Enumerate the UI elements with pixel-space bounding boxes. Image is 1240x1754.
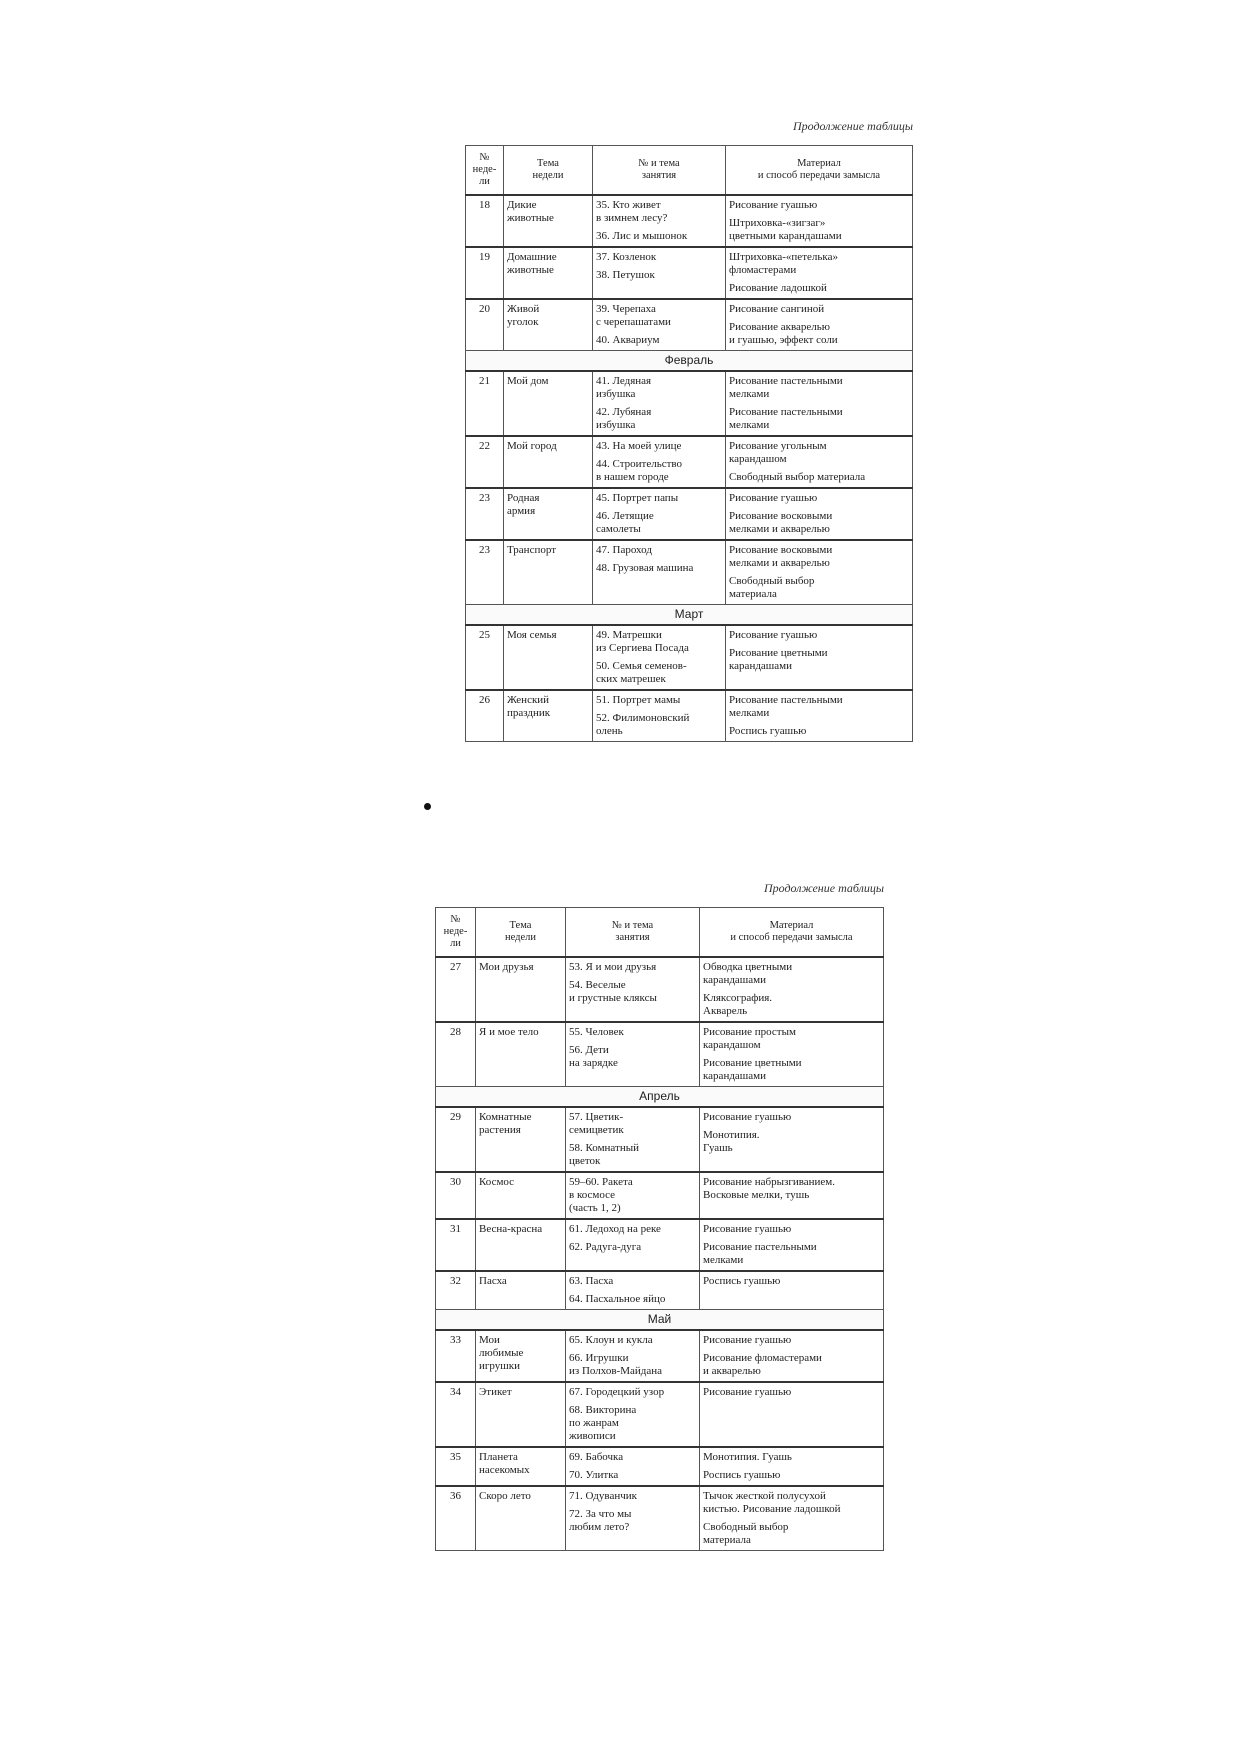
week-number: 23: [466, 488, 504, 540]
table-row: [466, 436, 913, 488]
week-theme: Моя семья: [504, 625, 593, 690]
lesson-item: 41. Ледяная избушка: [596, 375, 652, 400]
material-cell: [700, 957, 884, 1022]
material-item: Монотипия. Гуашь: [703, 1451, 792, 1463]
week-number: 34: [436, 1382, 476, 1447]
week-theme: Родная армия: [504, 488, 593, 540]
lesson-cell: [593, 690, 726, 742]
week-number: 31: [436, 1219, 476, 1271]
table-row: [436, 1022, 884, 1087]
material-cell: [700, 1219, 884, 1271]
lesson-item: 47. Пароход: [596, 544, 652, 556]
lesson-item: 37. Козленок: [596, 251, 657, 263]
lesson-item: 49. Матрешки из Сергиева Посада: [596, 629, 689, 654]
week-number: 32: [436, 1271, 476, 1310]
table-row: [436, 1447, 884, 1486]
lesson-cell: [566, 1330, 700, 1382]
lesson-item: 39. Черепаха с черепашатами: [596, 303, 671, 328]
month-row: [466, 351, 913, 372]
bullet-marker: [424, 803, 431, 810]
material-cell: [700, 1172, 884, 1219]
week-theme: Мои друзья: [476, 957, 566, 1022]
material-item: Рисование гуашью: [703, 1386, 792, 1398]
week-theme: Скоро лето: [476, 1486, 566, 1551]
month-label: Март: [466, 605, 913, 626]
table-row: [466, 690, 913, 742]
month-label: Апрель: [436, 1087, 884, 1108]
material-item: Роспись гуашью: [703, 1469, 781, 1481]
header-material: Материал и способ передачи замысла: [726, 146, 913, 196]
lesson-item: 35. Кто живет в зимнем лесу?: [596, 199, 668, 224]
table-row: [436, 1382, 884, 1447]
material-item: Рисование угольным карандашом: [729, 440, 827, 465]
lesson-item: 63. Пасха: [569, 1275, 614, 1287]
material-cell: [700, 1271, 884, 1310]
lesson-cell: [566, 1022, 700, 1087]
material-item: Рисование акварелью и гуашью, эффект соли: [729, 321, 838, 346]
material-item: Роспись гуашью: [703, 1275, 781, 1287]
table-row: [466, 488, 913, 540]
table-row: [436, 1271, 884, 1310]
table-row: [466, 247, 913, 299]
lesson-cell: [566, 1107, 700, 1172]
table-row: [436, 1172, 884, 1219]
material-item: Монотипия. Гуашь: [703, 1129, 760, 1154]
material-cell: [700, 1107, 884, 1172]
material-cell: [726, 195, 913, 247]
lesson-item: 70. Улитка: [569, 1469, 619, 1481]
material-item: Рисование гуашью: [703, 1334, 792, 1346]
lesson-item: 72. За что мы любим лето?: [569, 1508, 632, 1533]
month-row: [466, 605, 913, 626]
week-theme: Весна-красна: [476, 1219, 566, 1271]
lesson-item: 40. Аквариум: [596, 334, 660, 346]
table-row: [436, 1486, 884, 1551]
material-item: Кляксография. Акварель: [703, 992, 773, 1017]
material-item: Свободный выбор материала: [729, 471, 866, 483]
table-header-row: [466, 146, 913, 196]
header-material: Материал и способ передачи замысла: [700, 908, 884, 958]
material-item: Штриховка-«петелька» фломастерами: [729, 251, 838, 276]
lesson-cell: [593, 371, 726, 436]
lesson-cell: [566, 1382, 700, 1447]
week-theme: Комнатные растения: [476, 1107, 566, 1172]
lesson-item: 66. Игрушки из Полхов-Майдана: [569, 1352, 663, 1377]
table-row: [466, 195, 913, 247]
week-number: 22: [466, 436, 504, 488]
lesson-item: 55. Человек: [569, 1026, 624, 1038]
lesson-cell: [566, 957, 700, 1022]
material-cell: [726, 371, 913, 436]
table-body: [466, 195, 913, 742]
month-label: Февраль: [466, 351, 913, 372]
lesson-plan-table: [465, 145, 913, 742]
material-item: Рисование пастельными мелками: [729, 406, 843, 431]
week-number: 33: [436, 1330, 476, 1382]
week-number: 20: [466, 299, 504, 351]
week-number: 21: [466, 371, 504, 436]
lesson-item: 64. Пасхальное яйцо: [569, 1293, 666, 1305]
month-row: [436, 1087, 884, 1108]
lesson-item: 57. Цветик- семицветик: [569, 1111, 624, 1136]
lesson-item: 59–60. Ракета в космосе (часть 1, 2): [569, 1176, 633, 1214]
week-number: 18: [466, 195, 504, 247]
lesson-item: 51. Портрет мамы: [596, 694, 681, 706]
continuation-caption: Продолжение таблицы: [763, 881, 884, 895]
material-item: Рисование гуашью: [703, 1223, 792, 1235]
material-cell: [726, 690, 913, 742]
lesson-item: 56. Дети на зарядке: [569, 1044, 618, 1069]
header-week-no: № неде- ли: [466, 146, 504, 196]
lesson-item: 43. На моей улице: [596, 440, 682, 452]
week-theme: Женский праздник: [504, 690, 593, 742]
lesson-item: 46. Летящие самолеты: [596, 510, 654, 535]
header-lesson: № и тема занятия: [593, 146, 726, 196]
continuation-caption: Продолжение таблицы: [792, 119, 913, 133]
table-row: [466, 540, 913, 605]
lesson-item: 38. Петушок: [596, 269, 655, 281]
week-theme: Космос: [476, 1172, 566, 1219]
material-item: Рисование восковыми мелками и акварелью: [729, 544, 833, 569]
lesson-cell: [593, 625, 726, 690]
material-cell: [726, 625, 913, 690]
lesson-item: 54. Веселые и грустные кляксы: [569, 979, 657, 1004]
material-item: Рисование пастельными мелками: [703, 1241, 817, 1266]
table-block-2: [435, 880, 884, 1551]
week-number: 30: [436, 1172, 476, 1219]
lesson-item: 71. Одуванчик: [569, 1490, 637, 1502]
lesson-item: 58. Комнатный цветок: [569, 1142, 639, 1167]
lesson-item: 53. Я и мои друзья: [569, 961, 657, 973]
lesson-item: 68. Викторина по жанрам живописи: [569, 1404, 637, 1442]
material-item: Обводка цветными карандашами: [703, 961, 793, 986]
lesson-cell: [593, 540, 726, 605]
lesson-item: 62. Радуга-дуга: [569, 1241, 642, 1253]
material-item: Рисование гуашью: [729, 199, 818, 211]
material-cell: [700, 1447, 884, 1486]
table-row: [436, 1219, 884, 1271]
material-cell: [700, 1486, 884, 1551]
table-row: [466, 371, 913, 436]
week-number: 36: [436, 1486, 476, 1551]
material-cell: [700, 1330, 884, 1382]
lesson-item: 36. Лис и мышонок: [596, 230, 688, 242]
lesson-cell: [566, 1271, 700, 1310]
table-row: [466, 299, 913, 351]
material-item: Тычок жесткой полусухой кистью. Рисование ладошкой: [703, 1490, 841, 1515]
lesson-item: 69. Бабочка: [569, 1451, 624, 1463]
lesson-cell: [593, 299, 726, 351]
material-item: Рисование пастельными мелками: [729, 375, 843, 400]
lesson-cell: [593, 247, 726, 299]
month-label: Май: [436, 1310, 884, 1331]
week-number: 29: [436, 1107, 476, 1172]
lesson-item: 48. Грузовая машина: [596, 562, 694, 574]
material-item: Роспись гуашью: [729, 725, 807, 737]
table-row: [466, 625, 913, 690]
week-theme: Этикет: [476, 1382, 566, 1447]
lesson-cell: [593, 488, 726, 540]
week-theme: Планета насекомых: [476, 1447, 566, 1486]
material-item: Рисование фломастерами и акварелью: [703, 1352, 822, 1377]
material-item: Рисование цветными карандашами: [729, 647, 828, 672]
lesson-plan-table: [435, 907, 884, 1551]
week-number: 19: [466, 247, 504, 299]
table-body: [436, 957, 884, 1551]
header-lesson: № и тема занятия: [566, 908, 700, 958]
material-item: Свободный выбор материала: [729, 575, 815, 600]
week-number: 25: [466, 625, 504, 690]
lesson-item: 44. Строительство в нашем городе: [596, 458, 683, 483]
lesson-item: 42. Лубяная избушка: [596, 406, 652, 431]
lesson-item: 61. Ледоход на реке: [569, 1223, 661, 1235]
material-cell: [726, 540, 913, 605]
lesson-cell: [566, 1447, 700, 1486]
lesson-cell: [593, 195, 726, 247]
week-theme: Мои любимые игрушки: [476, 1330, 566, 1382]
material-item: Рисование сангиной: [729, 303, 825, 315]
week-number: 26: [466, 690, 504, 742]
material-cell: [726, 247, 913, 299]
header-theme: Тема недели: [476, 908, 566, 958]
material-item: Штриховка-«зигзаг» цветными карандашами: [729, 217, 842, 242]
week-number: 28: [436, 1022, 476, 1087]
lesson-cell: [593, 436, 726, 488]
header-week-no: № неде- ли: [436, 908, 476, 958]
lesson-cell: [566, 1486, 700, 1551]
week-theme: Мой дом: [504, 371, 593, 436]
material-item: Рисование восковыми мелками и акварелью: [729, 510, 833, 535]
week-theme: Я и мое тело: [476, 1022, 566, 1087]
material-item: Рисование цветными карандашами: [703, 1057, 802, 1082]
week-theme: Пасха: [476, 1271, 566, 1310]
table-row: [436, 957, 884, 1022]
week-theme: Мой город: [504, 436, 593, 488]
week-number: 23: [466, 540, 504, 605]
material-cell: [726, 299, 913, 351]
week-theme: Дикие животные: [504, 195, 593, 247]
lesson-item: 65. Клоун и кукла: [569, 1334, 653, 1346]
lesson-item: 50. Семья семенов- ских матрешек: [596, 660, 687, 685]
lesson-cell: [566, 1172, 700, 1219]
table-row: [436, 1330, 884, 1382]
table-header-row: [436, 908, 884, 958]
table-block-1: [465, 118, 913, 742]
material-cell: [726, 488, 913, 540]
week-theme: Транспорт: [504, 540, 593, 605]
month-row: [436, 1310, 884, 1331]
lesson-item: 52. Филимоновский олень: [596, 712, 690, 737]
material-item: Рисование гуашью: [729, 629, 818, 641]
lesson-cell: [566, 1219, 700, 1271]
header-theme: Тема недели: [504, 146, 593, 196]
material-item: Рисование набрызгиванием. Восковые мелки, тушь: [703, 1176, 836, 1201]
material-item: Рисование простым карандашом: [703, 1026, 796, 1051]
material-cell: [726, 436, 913, 488]
table-row: [436, 1107, 884, 1172]
material-item: Рисование гуашью: [729, 492, 818, 504]
material-cell: [700, 1382, 884, 1447]
lesson-item: 45. Портрет папы: [596, 492, 679, 504]
material-item: Рисование ладошкой: [729, 282, 827, 294]
material-item: Рисование гуашью: [703, 1111, 792, 1123]
material-item: Рисование пастельными мелками: [729, 694, 843, 719]
week-theme: Живой уголок: [504, 299, 593, 351]
week-theme: Домашние животные: [504, 247, 593, 299]
week-number: 35: [436, 1447, 476, 1486]
material-item: Свободный выбор материала: [703, 1521, 789, 1546]
material-cell: [700, 1022, 884, 1087]
week-number: 27: [436, 957, 476, 1022]
lesson-item: 67. Городецкий узор: [569, 1386, 665, 1398]
